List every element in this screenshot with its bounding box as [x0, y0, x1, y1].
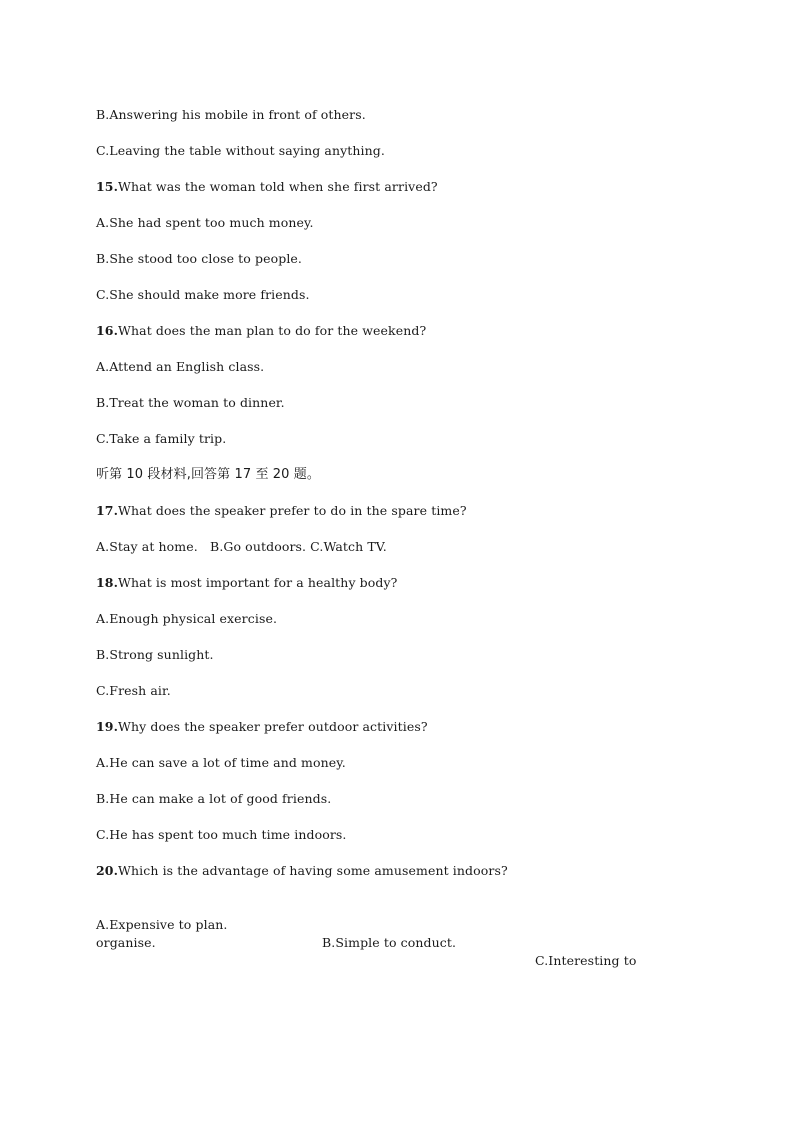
option-15c: C.She should make more friends. — [96, 287, 310, 302]
question-text: What does the speaker prefer to do in the spare time? — [118, 503, 467, 518]
question-19 — [96, 718, 428, 736]
option-20b: B.Simple to conduct. — [322, 935, 457, 950]
option-19a: A.He can save a lot of time and money. — [96, 755, 346, 770]
question-16 — [96, 322, 426, 340]
question-text: Which is the advantage of having some amusement indoors? — [118, 863, 508, 878]
question-18 — [96, 574, 397, 592]
option-16b: B.Treat the woman to dinner. — [96, 395, 285, 410]
question-text: What was the woman told when she first arrived? — [118, 179, 438, 194]
option-19b: B.He can make a lot of good friends. — [96, 791, 332, 806]
option-20a: A.Expensive to plan. — [96, 917, 228, 932]
question-number: 20. — [96, 863, 119, 878]
option-19c: C.He has spent too much time indoors. — [96, 827, 347, 842]
options-20-row — [96, 898, 716, 988]
question-number: 18. — [96, 575, 119, 590]
question-text: What is most important for a healthy body? — [118, 575, 398, 590]
option-18c: C.Fresh air. — [96, 683, 171, 698]
question-15 — [96, 178, 438, 196]
question-number: 15. — [96, 179, 119, 194]
option-14b: B.Answering his mobile in front of others. — [96, 107, 366, 122]
option-14c: C.Leaving the table without saying anything. — [96, 143, 385, 158]
section-instruction: 听第 10 段材料,回答第 17 至 20 题。 — [96, 467, 320, 482]
option-20c: C.Interesting to — [535, 953, 637, 968]
question-text: Why does the speaker prefer outdoor activities? — [118, 719, 428, 734]
option-18a: A.Enough physical exercise. — [96, 611, 278, 626]
options-17: A.Stay at home. B.Go outdoors. C.Watch TV. — [96, 539, 387, 554]
question-number: 16. — [96, 323, 119, 338]
question-number: 17. — [96, 503, 119, 518]
option-16a: A.Attend an English class. — [96, 359, 265, 374]
option-16c: C.Take a family trip. — [96, 431, 227, 446]
option-15a: A.She had spent too much money. — [96, 215, 314, 230]
option-15b: B.She stood too close to people. — [96, 251, 302, 266]
question-text: What does the man plan to do for the weekend? — [118, 323, 427, 338]
question-17 — [96, 502, 467, 520]
question-20 — [96, 862, 508, 880]
option-20c-continued: organise. — [96, 935, 156, 950]
question-number: 19. — [96, 719, 119, 734]
option-18b: B.Strong sunlight. — [96, 647, 214, 662]
